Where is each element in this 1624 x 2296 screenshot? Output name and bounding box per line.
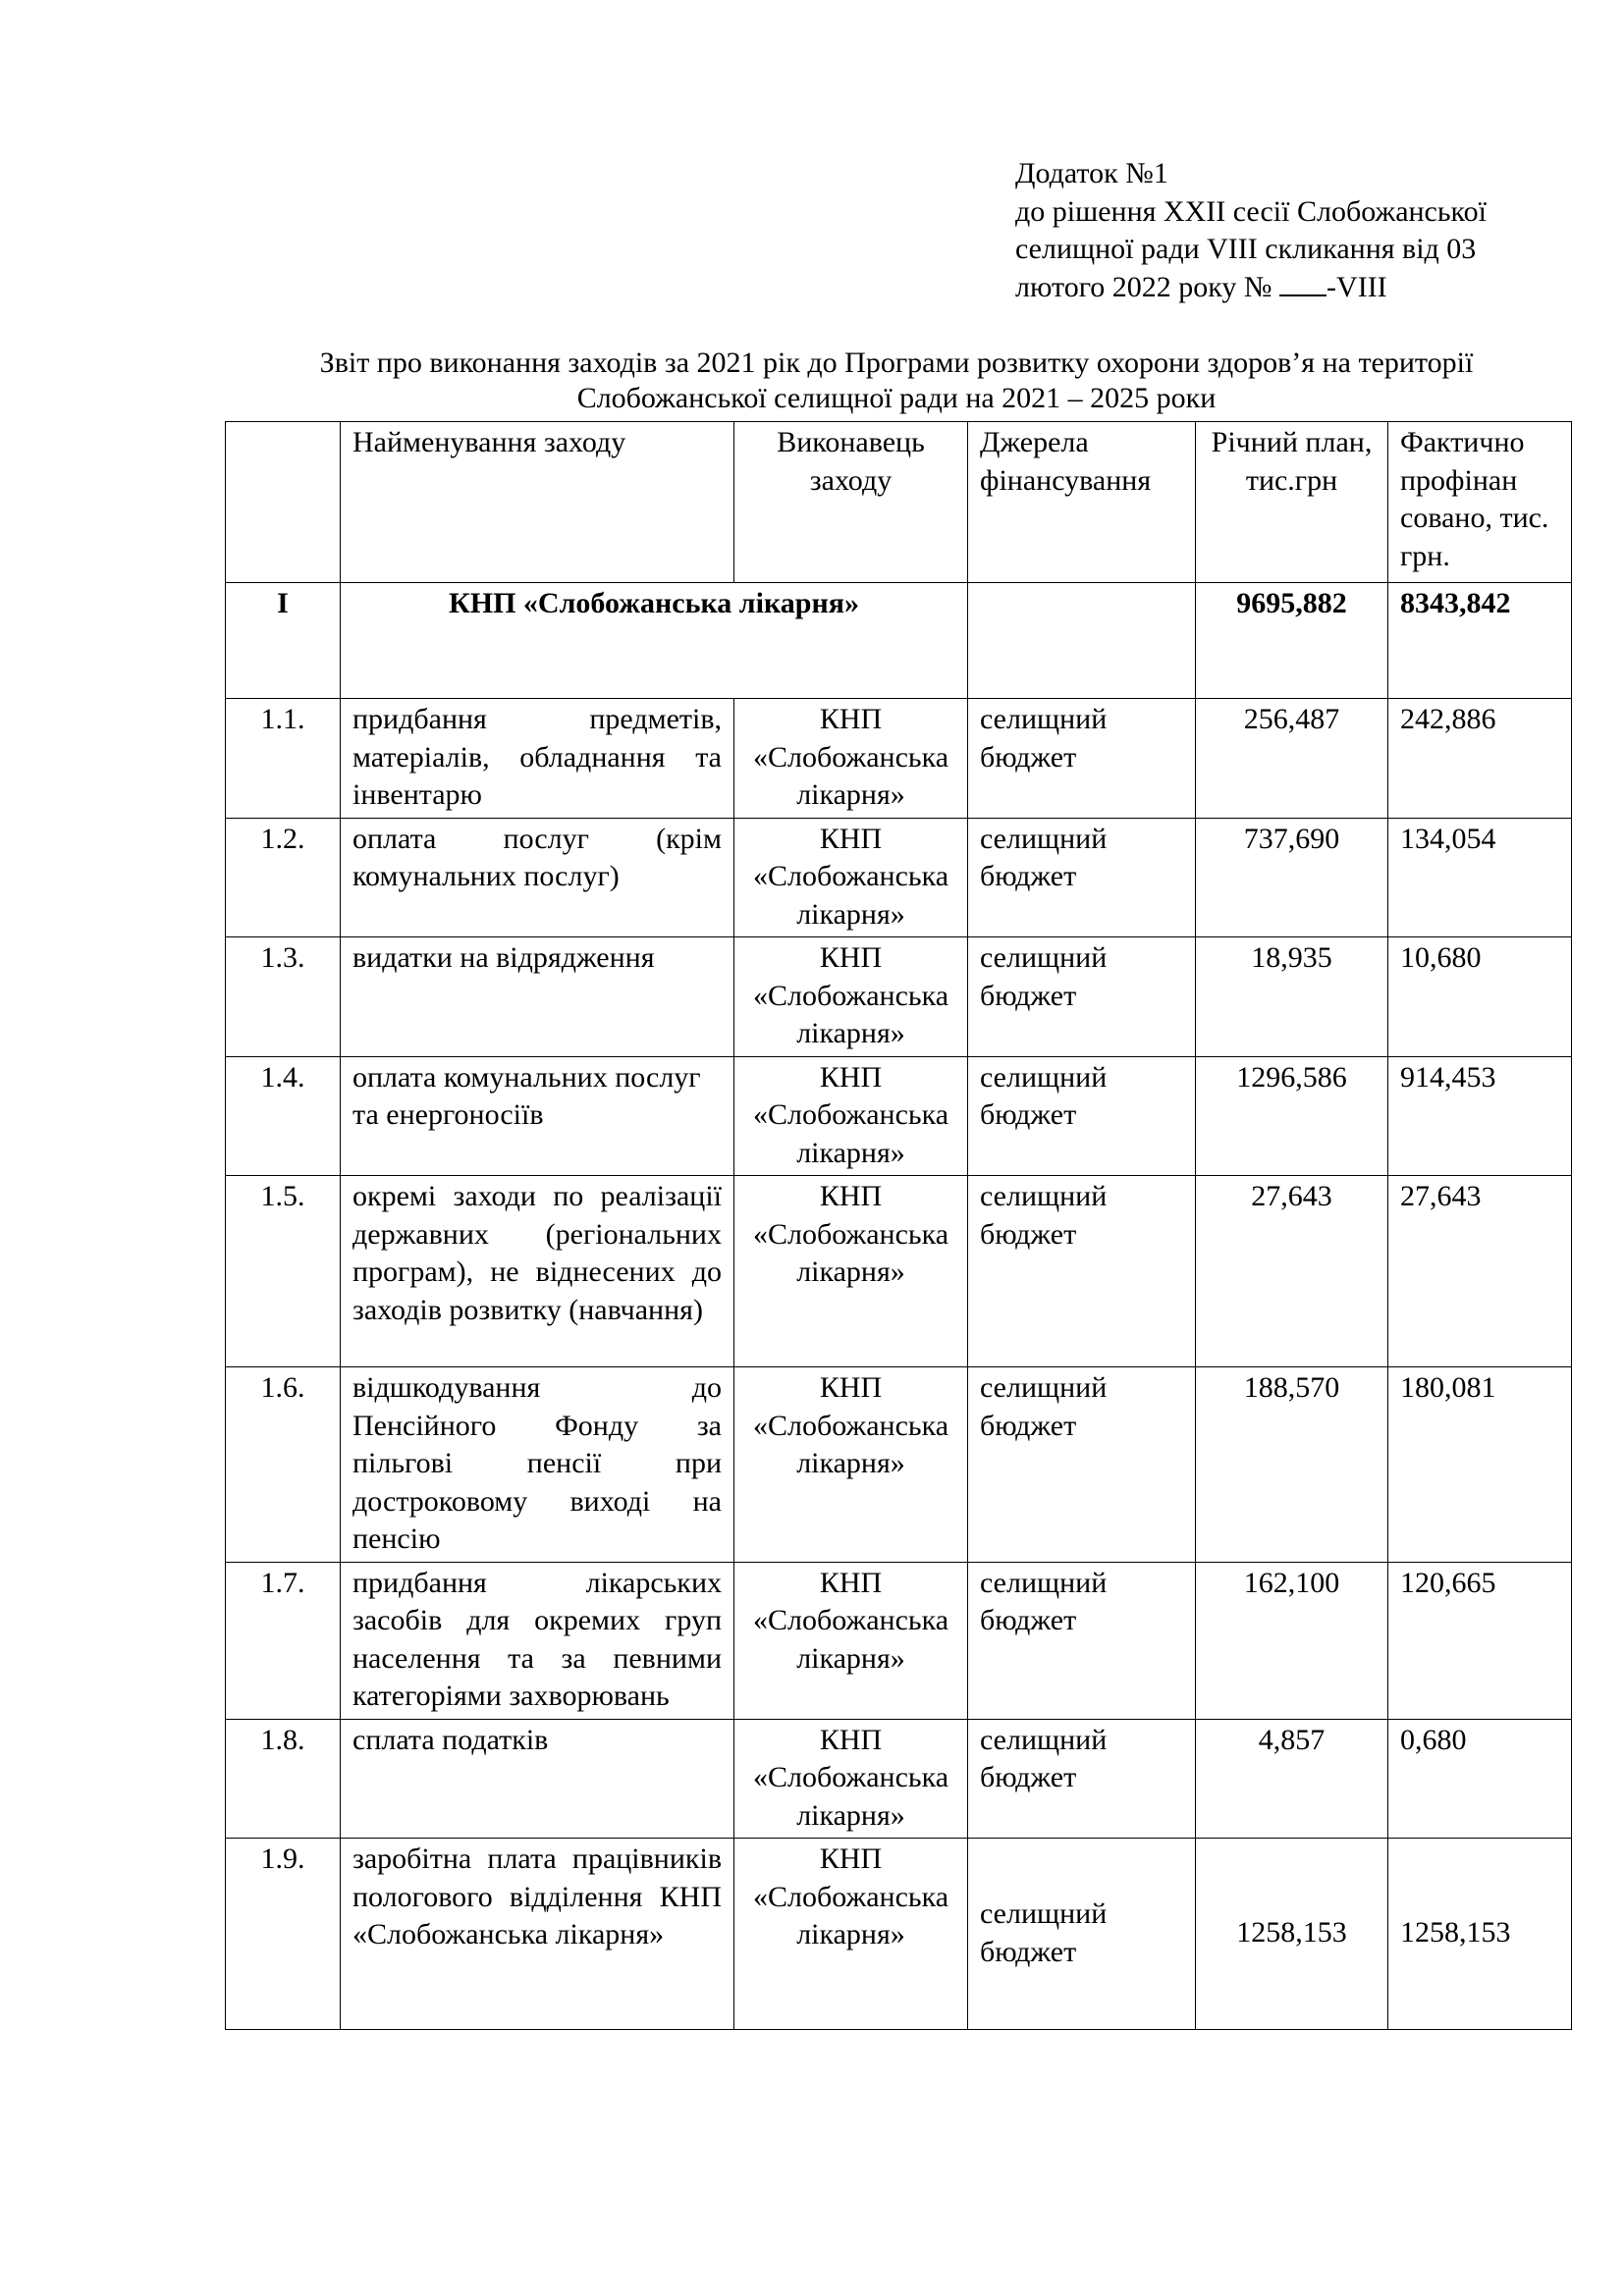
table-row — [226, 1719, 1572, 1839]
report-title-line-2: Слобожанської селищної ради на 2021 – 2025 роки — [576, 382, 1217, 414]
header-plan: Річний план, тис.грн — [1196, 422, 1388, 583]
row-executor: КНП «Слобожанська лікарня» — [734, 1367, 968, 1563]
section-name: КНП «Слобожанська лікарня» — [341, 583, 968, 699]
row-executor: КНП «Слобожанська лікарня» — [734, 937, 968, 1057]
section-row — [226, 583, 1572, 699]
row-source: селищний бюджет — [968, 1562, 1196, 1719]
row-source: селищний бюджет — [968, 699, 1196, 819]
row-executor: КНП «Слобожанська лікарня» — [734, 1562, 968, 1719]
row-source: селищний бюджет — [968, 818, 1196, 937]
table-row — [226, 1367, 1572, 1563]
row-plan: 27,643 — [1196, 1176, 1388, 1367]
report-table — [225, 421, 1572, 2030]
row-num: 1.7. — [226, 1562, 341, 1719]
row-name: придбання лікарських засобів для окремих груп населення та за певними категоріями захворювань — [341, 1562, 734, 1719]
row-plan: 1296,586 — [1196, 1056, 1388, 1176]
row-name: оплата комунальних послуг та енергоносіїв — [341, 1056, 734, 1176]
row-name: окремі заходи по реалізації державних (регіональних програм), не віднесених до заходів розвитку (навчання) — [341, 1176, 734, 1367]
row-fact: 10,680 — [1388, 937, 1572, 1057]
row-num: 1.3. — [226, 937, 341, 1057]
table-row — [226, 699, 1572, 819]
row-source: селищний бюджет — [968, 1719, 1196, 1839]
row-source: селищний бюджет — [968, 1367, 1196, 1563]
row-name: заробітна плата працівників пологового відділення КНП «Слобожанська лікарня» — [341, 1839, 734, 2030]
row-fact: 27,643 — [1388, 1176, 1572, 1367]
row-plan: 188,570 — [1196, 1367, 1388, 1563]
row-plan: 4,857 — [1196, 1719, 1388, 1839]
row-num: 1.2. — [226, 818, 341, 937]
row-source: селищний бюджет — [968, 1839, 1196, 2030]
row-fact: 914,453 — [1388, 1056, 1572, 1176]
row-fact: 120,665 — [1388, 1562, 1572, 1719]
row-name: відшкодування до Пенсійного Фонду за пільгові пенсії при достроковому виході на пенсію — [341, 1367, 734, 1563]
row-name: придбання предметів, матеріалів, обладнання та інвентарю — [341, 699, 734, 819]
table-row — [226, 1562, 1572, 1719]
appendix-line-1: Додаток №1 — [1015, 157, 1168, 189]
table-row — [226, 818, 1572, 937]
row-source: селищний бюджет — [968, 1176, 1196, 1367]
table-row — [226, 937, 1572, 1057]
section-num: I — [226, 583, 341, 699]
row-fact: 134,054 — [1388, 818, 1572, 937]
row-executor: КНП «Слобожанська лікарня» — [734, 1176, 968, 1367]
table-row — [226, 1839, 1572, 2030]
row-name: видатки на відрядження — [341, 937, 734, 1057]
row-num: 1.4. — [226, 1056, 341, 1176]
row-plan: 1258,153 — [1196, 1839, 1388, 2030]
row-executor: КНП «Слобожанська лікарня» — [734, 1839, 968, 2030]
row-num: 1.9. — [226, 1839, 341, 2030]
appendix-line-4-prefix: лютого 2022 року № — [1015, 270, 1272, 303]
row-num: 1.1. — [226, 699, 341, 819]
row-fact: 242,886 — [1388, 699, 1572, 819]
header-source: Джерела фінансування — [968, 422, 1196, 583]
header-row — [226, 422, 1572, 583]
section-plan: 9695,882 — [1196, 583, 1388, 699]
appendix-block — [1015, 155, 1565, 306]
row-executor: КНП «Слобожанська лікарня» — [734, 818, 968, 937]
row-num: 1.8. — [226, 1719, 341, 1839]
header-fact: Фактично профінан совано, тис. грн. — [1388, 422, 1572, 583]
report-title — [224, 346, 1569, 416]
row-fact: 180,081 — [1388, 1367, 1572, 1563]
appendix-line-4 — [1015, 269, 1565, 307]
row-executor: КНП «Слобожанська лікарня» — [734, 1056, 968, 1176]
row-num: 1.5. — [226, 1176, 341, 1367]
appendix-line-2: до рішення XXII сесії Слобожанської — [1015, 194, 1487, 228]
table-row — [226, 1056, 1572, 1176]
row-plan: 18,935 — [1196, 937, 1388, 1057]
row-name: оплата послуг (крім комунальних послуг) — [341, 818, 734, 937]
row-name: сплата податків — [341, 1719, 734, 1839]
row-source: селищний бюджет — [968, 937, 1196, 1057]
row-source: селищний бюджет — [968, 1056, 1196, 1176]
row-num: 1.6. — [226, 1367, 341, 1563]
row-plan: 162,100 — [1196, 1562, 1388, 1719]
table-row — [226, 1176, 1572, 1367]
header-executor: Виконавець заходу — [734, 422, 968, 583]
section-fact: 8343,842 — [1388, 583, 1572, 699]
header-num — [226, 422, 341, 583]
section-source — [968, 583, 1196, 699]
row-plan: 256,487 — [1196, 699, 1388, 819]
decision-number-blank — [1279, 269, 1326, 296]
header-name: Найменування заходу — [341, 422, 734, 583]
row-executor: КНП «Слобожанська лікарня» — [734, 699, 968, 819]
row-fact: 1258,153 — [1388, 1839, 1572, 2030]
row-executor: КНП «Слобожанська лікарня» — [734, 1719, 968, 1839]
row-fact: 0,680 — [1388, 1719, 1572, 1839]
row-plan: 737,690 — [1196, 818, 1388, 937]
report-title-line-1: Звіт про виконання заходів за 2021 рік до Програми розвитку охорони здоров’я на території — [319, 347, 1474, 379]
appendix-line-3: селищної ради VIII скликання від 03 — [1015, 233, 1477, 265]
appendix-line-4-suffix: -VIII — [1326, 270, 1387, 303]
